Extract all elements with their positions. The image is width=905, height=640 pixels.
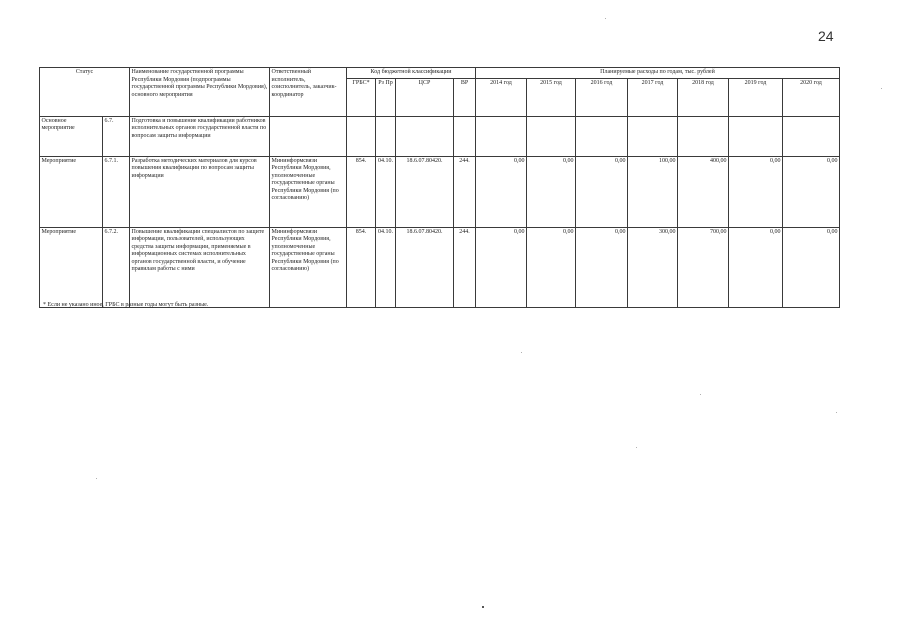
row-value [678, 116, 729, 156]
header-year: 2015 год [527, 78, 576, 116]
row-status: Мероприятие [40, 227, 103, 307]
row-grbs [347, 116, 376, 156]
row-value: 0,00 [783, 156, 840, 227]
header-status: Статус [40, 68, 130, 117]
row-value: 700,00 [678, 227, 729, 307]
row-value [628, 116, 678, 156]
row-responsible: Мининформсвязи Республики Мордовия, уполномоченные государственные органы Республики Мордовия (по согласованию) [270, 156, 347, 227]
scan-speck [836, 412, 837, 413]
header-year: 2018 год [678, 78, 729, 116]
header-year: 2019 год [729, 78, 783, 116]
table-row [40, 116, 840, 156]
row-value [476, 116, 527, 156]
header-responsible: Ответственный исполнитель, соисполнитель, заказчик-координатор [270, 68, 347, 117]
row-grbs: 854. [347, 156, 376, 227]
header-row-1 [40, 68, 840, 79]
footnote: * Если не указано иное, ГРБС в разные годы могут быть разные. [43, 302, 209, 308]
row-name: Подготовка и повышение квалификации работников исполнительных органов государственной власти по вопросам защиты информации [130, 116, 270, 156]
row-value: 0,00 [576, 227, 628, 307]
row-csr: 18.6.07.80420. [396, 227, 454, 307]
row-responsible [270, 116, 347, 156]
scan-speck [881, 88, 882, 89]
row-value: 0,00 [527, 227, 576, 307]
header-rz-pr: Рз Пр [376, 78, 396, 116]
scan-speck [521, 352, 522, 353]
row-value [783, 116, 840, 156]
header-budget-code: Код бюджетной классификации [347, 68, 476, 79]
table-row [40, 156, 840, 227]
scan-speck [636, 447, 637, 448]
scan-speck [700, 394, 701, 395]
header-year: 2017 год [628, 78, 678, 116]
header-grbs: ГРБС* [347, 78, 376, 116]
row-vr [454, 116, 476, 156]
row-status: Основное мероприятие [40, 116, 103, 156]
row-vr: 244. [454, 156, 476, 227]
row-status: Мероприятие [40, 156, 103, 227]
page-number: 24 [818, 28, 834, 44]
header-expenses: Планируемые расходы по годам, тыс. рублей [476, 68, 840, 79]
row-grbs: 854. [347, 227, 376, 307]
header-year: 2016 год [576, 78, 628, 116]
header-vr: ВР [454, 78, 476, 116]
row-value: 0,00 [476, 227, 527, 307]
row-vr: 244. [454, 227, 476, 307]
row-responsible: Мининформсвязи Республики Мордовия, уполномоченные государственные органы Республики Мордовия (по согласованию) [270, 227, 347, 307]
header-csr: ЦСР [396, 78, 454, 116]
row-value: 0,00 [783, 227, 840, 307]
row-value: 0,00 [729, 227, 783, 307]
header-name: Наименование государственной программы Республики Мордовия (подпрограммы государственной программы Республики Мордовия), основного мероприятия [130, 68, 270, 117]
row-value [729, 116, 783, 156]
row-value: 0,00 [476, 156, 527, 227]
row-value: 300,00 [628, 227, 678, 307]
budget-table [39, 67, 840, 308]
scan-speck [96, 478, 97, 479]
row-rz-pr: 04.10. [376, 227, 396, 307]
row-value: 0,00 [729, 156, 783, 227]
header-year: 2020 год [783, 78, 840, 116]
row-rz-pr: 04.10. [376, 156, 396, 227]
row-value [527, 116, 576, 156]
row-value: 100,00 [628, 156, 678, 227]
header-year: 2014 год [476, 78, 527, 116]
row-number: 6.7.1. [103, 156, 130, 227]
row-value: 0,00 [576, 156, 628, 227]
row-name: Разработка методических материалов для курсов повышения квалификации по вопросам защиты информации [130, 156, 270, 227]
row-csr [396, 116, 454, 156]
table-row [40, 227, 840, 307]
row-value: 400,00 [678, 156, 729, 227]
row-rz-pr [376, 116, 396, 156]
row-csr: 18.6.07.80420. [396, 156, 454, 227]
scan-speck [605, 18, 606, 19]
row-name: Повышение квалификации специалистов по защите информации, пользователей, использующих средства защиты информации, применяемые в информационных системах исполнительных органов государственной власти, и обучение правилам работы с ними [130, 227, 270, 307]
scan-speck [482, 606, 484, 608]
row-number: 6.7. [103, 116, 130, 156]
row-value [576, 116, 628, 156]
row-number: 6.7.2. [103, 227, 130, 307]
row-value: 0,00 [527, 156, 576, 227]
